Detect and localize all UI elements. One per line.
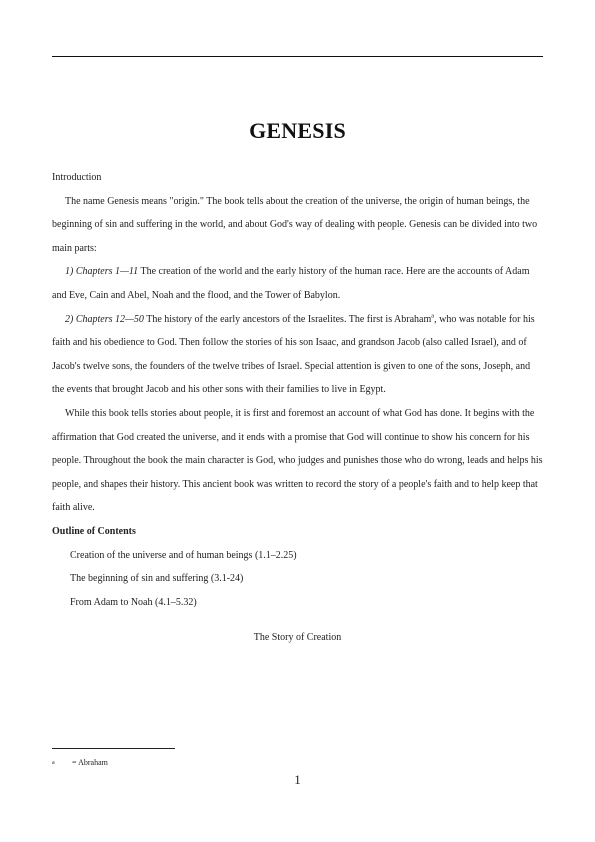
top-rule	[52, 56, 543, 57]
part-1-label: 1) Chapters 1—11	[65, 266, 139, 278]
outline-item: The beginning of sin and suffering (3.1-24)	[70, 573, 244, 585]
part-2-text-a: The history of the early ancestors of the Israelites. The first is Abraham	[146, 313, 432, 325]
part-2-text-b: , who was notable for his faith and his obedience to God. Then follow the stories of his son Isaac, and grandson Jacob (also called Israel), and of Jacob's twelve sons, the founders of the twelve tribes of Israel. Special attention is given to one of the sons, Joseph, and the events that brought Jacob and his other sons with their families to live in Egypt.	[52, 313, 535, 396]
part-1-paragraph	[52, 260, 543, 307]
part-2-paragraph	[52, 308, 543, 402]
part-1-text: The creation of the world and the early history of the human race. Here are the accounts of Adam and Eve, Cain and Abel, Noah and the flood, and the Tower of Babylon.	[52, 266, 530, 301]
intro-paragraph: The name Genesis means "origin." The book tells about the creation of the universe, the origin of human beings, the beginning of sin and suffering in the world, and about God's way of dealing with people. Genesis can be divided into two main parts:	[52, 195, 538, 254]
section-heading: The Story of Creation	[253, 632, 342, 644]
outline-item: From Adam to Noah (4.1–5.32)	[70, 596, 197, 608]
closing-paragraph: While this book tells stories about people, it is first and foremost an account of what God has done. It begins with the affirmation that God created the universe, and it ends with a promise that God will continue to show his concern for his people. Throughout the book the main character is God, who judges and punishes those who do wrong, leads and helps his people, and shapes their history. This ancient book was written to record the story of a people's faith and to help keep that faith alive.	[52, 407, 543, 514]
page-number: 1	[294, 772, 301, 787]
footnote	[52, 758, 108, 767]
footnote-text: = Abraham	[72, 758, 108, 767]
intro-heading: Introduction	[52, 172, 102, 183]
page-content	[52, 166, 543, 650]
footnote-mark: a	[52, 760, 55, 767]
part-2-label: 2) Chapters 12—50	[65, 313, 144, 325]
footnote-reference[interactable]: a	[431, 312, 435, 320]
book-title: GENESIS	[249, 118, 346, 143]
outline-item: Creation of the universe and of human beings (1.1–2.25)	[70, 549, 297, 561]
outline-heading: Outline of Contents	[52, 525, 136, 537]
footnote-rule	[52, 748, 175, 749]
